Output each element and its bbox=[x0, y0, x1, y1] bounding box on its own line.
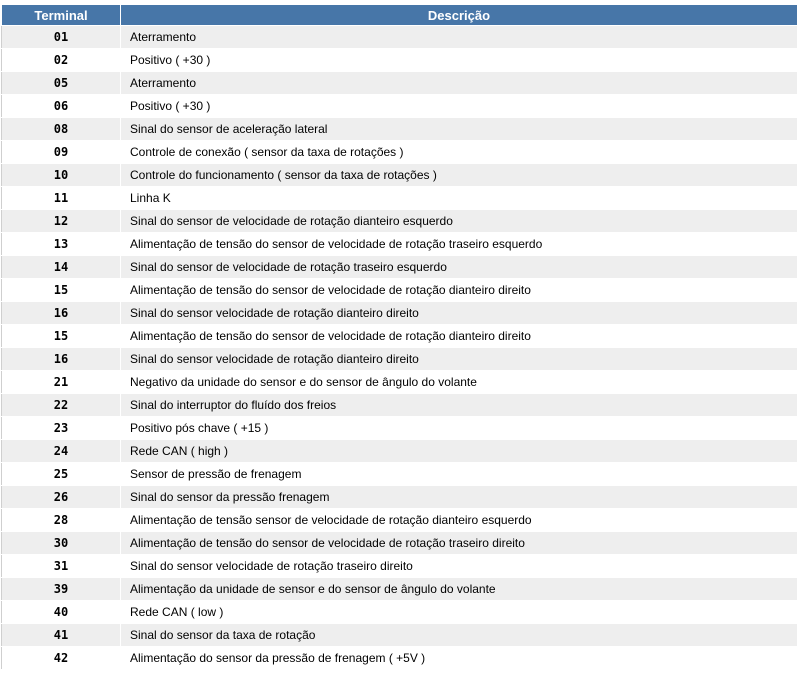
table-row bbox=[2, 486, 798, 509]
terminal-cell: 08 bbox=[2, 118, 121, 141]
header-descricao: Descrição bbox=[121, 5, 798, 26]
description-cell: Alimentação do sensor da pressão de frenagem ( +5V ) bbox=[121, 647, 798, 670]
description-cell: Sinal do interruptor do fluído dos freios bbox=[121, 394, 798, 417]
table-row bbox=[2, 601, 798, 624]
description-cell: Alimentação de tensão do sensor de velocidade de rotação traseiro esquerdo bbox=[121, 233, 798, 256]
table-row bbox=[2, 49, 798, 72]
terminal-cell: 10 bbox=[2, 164, 121, 187]
description-cell: Sinal do sensor da pressão frenagem bbox=[121, 486, 798, 509]
terminal-cell: 15 bbox=[2, 279, 121, 302]
table-row bbox=[2, 509, 798, 532]
table-row bbox=[2, 302, 798, 325]
table-row bbox=[2, 624, 798, 647]
table-row bbox=[2, 256, 798, 279]
table-row bbox=[2, 279, 798, 302]
table-row bbox=[2, 233, 798, 256]
description-cell: Sinal do sensor da taxa de rotação bbox=[121, 624, 798, 647]
header-terminal: Terminal bbox=[2, 5, 121, 26]
table-row bbox=[2, 440, 798, 463]
description-cell: Sinal do sensor de velocidade de rotação dianteiro esquerdo bbox=[121, 210, 798, 233]
description-cell: Sinal do sensor de aceleração lateral bbox=[121, 118, 798, 141]
description-cell: Rede CAN ( high ) bbox=[121, 440, 798, 463]
table-row bbox=[2, 555, 798, 578]
description-cell: Alimentação de tensão do sensor de velocidade de rotação dianteiro direito bbox=[121, 325, 798, 348]
terminal-cell: 11 bbox=[2, 187, 121, 210]
description-cell: Alimentação da unidade de sensor e do sensor de ângulo do volante bbox=[121, 578, 798, 601]
terminal-cell: 30 bbox=[2, 532, 121, 555]
description-cell: Aterramento bbox=[121, 26, 798, 49]
table-row bbox=[2, 141, 798, 164]
table-row bbox=[2, 72, 798, 95]
terminal-cell: 28 bbox=[2, 509, 121, 532]
terminal-cell: 23 bbox=[2, 417, 121, 440]
terminal-cell: 05 bbox=[2, 72, 121, 95]
terminal-table bbox=[1, 4, 798, 670]
terminal-cell: 16 bbox=[2, 302, 121, 325]
description-cell: Sinal do sensor velocidade de rotação dianteiro direito bbox=[121, 302, 798, 325]
description-cell: Positivo ( +30 ) bbox=[121, 49, 798, 72]
table-row bbox=[2, 371, 798, 394]
terminal-cell: 24 bbox=[2, 440, 121, 463]
terminal-cell: 41 bbox=[2, 624, 121, 647]
terminal-cell: 16 bbox=[2, 348, 121, 371]
terminal-cell: 21 bbox=[2, 371, 121, 394]
table-row bbox=[2, 647, 798, 670]
description-cell: Alimentação de tensão do sensor de velocidade de rotação traseiro direito bbox=[121, 532, 798, 555]
terminal-cell: 13 bbox=[2, 233, 121, 256]
terminal-cell: 26 bbox=[2, 486, 121, 509]
description-cell: Aterramento bbox=[121, 72, 798, 95]
table-row bbox=[2, 394, 798, 417]
description-cell: Positivo ( +30 ) bbox=[121, 95, 798, 118]
terminal-cell: 39 bbox=[2, 578, 121, 601]
terminal-cell: 22 bbox=[2, 394, 121, 417]
description-cell: Controle do funcionamento ( sensor da taxa de rotações ) bbox=[121, 164, 798, 187]
table-row bbox=[2, 26, 798, 49]
terminal-cell: 12 bbox=[2, 210, 121, 233]
description-cell: Sinal do sensor de velocidade de rotação traseiro esquerdo bbox=[121, 256, 798, 279]
terminal-cell: 42 bbox=[2, 647, 121, 670]
terminal-cell: 25 bbox=[2, 463, 121, 486]
description-cell: Negativo da unidade do sensor e do sensor de ângulo do volante bbox=[121, 371, 798, 394]
terminal-cell: 15 bbox=[2, 325, 121, 348]
table-row bbox=[2, 463, 798, 486]
table-row bbox=[2, 348, 798, 371]
table-row bbox=[2, 118, 798, 141]
description-cell: Sinal do sensor velocidade de rotação dianteiro direito bbox=[121, 348, 798, 371]
terminal-cell: 09 bbox=[2, 141, 121, 164]
description-cell: Linha K bbox=[121, 187, 798, 210]
description-cell: Alimentação de tensão sensor de velocidade de rotação dianteiro esquerdo bbox=[121, 509, 798, 532]
description-cell: Sinal do sensor velocidade de rotação traseiro direito bbox=[121, 555, 798, 578]
description-cell: Rede CAN ( low ) bbox=[121, 601, 798, 624]
table-body bbox=[2, 26, 798, 670]
terminal-cell: 14 bbox=[2, 256, 121, 279]
table-row bbox=[2, 578, 798, 601]
description-cell: Controle de conexão ( sensor da taxa de rotações ) bbox=[121, 141, 798, 164]
description-cell: Alimentação de tensão do sensor de velocidade de rotação dianteiro direito bbox=[121, 279, 798, 302]
table-row bbox=[2, 164, 798, 187]
terminal-cell: 01 bbox=[2, 26, 121, 49]
description-cell: Sensor de pressão de frenagem bbox=[121, 463, 798, 486]
terminal-cell: 40 bbox=[2, 601, 121, 624]
table-row bbox=[2, 95, 798, 118]
terminal-table-container bbox=[1, 4, 797, 670]
terminal-cell: 31 bbox=[2, 555, 121, 578]
description-cell: Positivo pós chave ( +15 ) bbox=[121, 417, 798, 440]
table-row bbox=[2, 187, 798, 210]
table-row bbox=[2, 417, 798, 440]
table-header-row bbox=[2, 5, 798, 26]
table-row bbox=[2, 210, 798, 233]
table-row bbox=[2, 532, 798, 555]
table-row bbox=[2, 325, 798, 348]
terminal-cell: 02 bbox=[2, 49, 121, 72]
terminal-cell: 06 bbox=[2, 95, 121, 118]
